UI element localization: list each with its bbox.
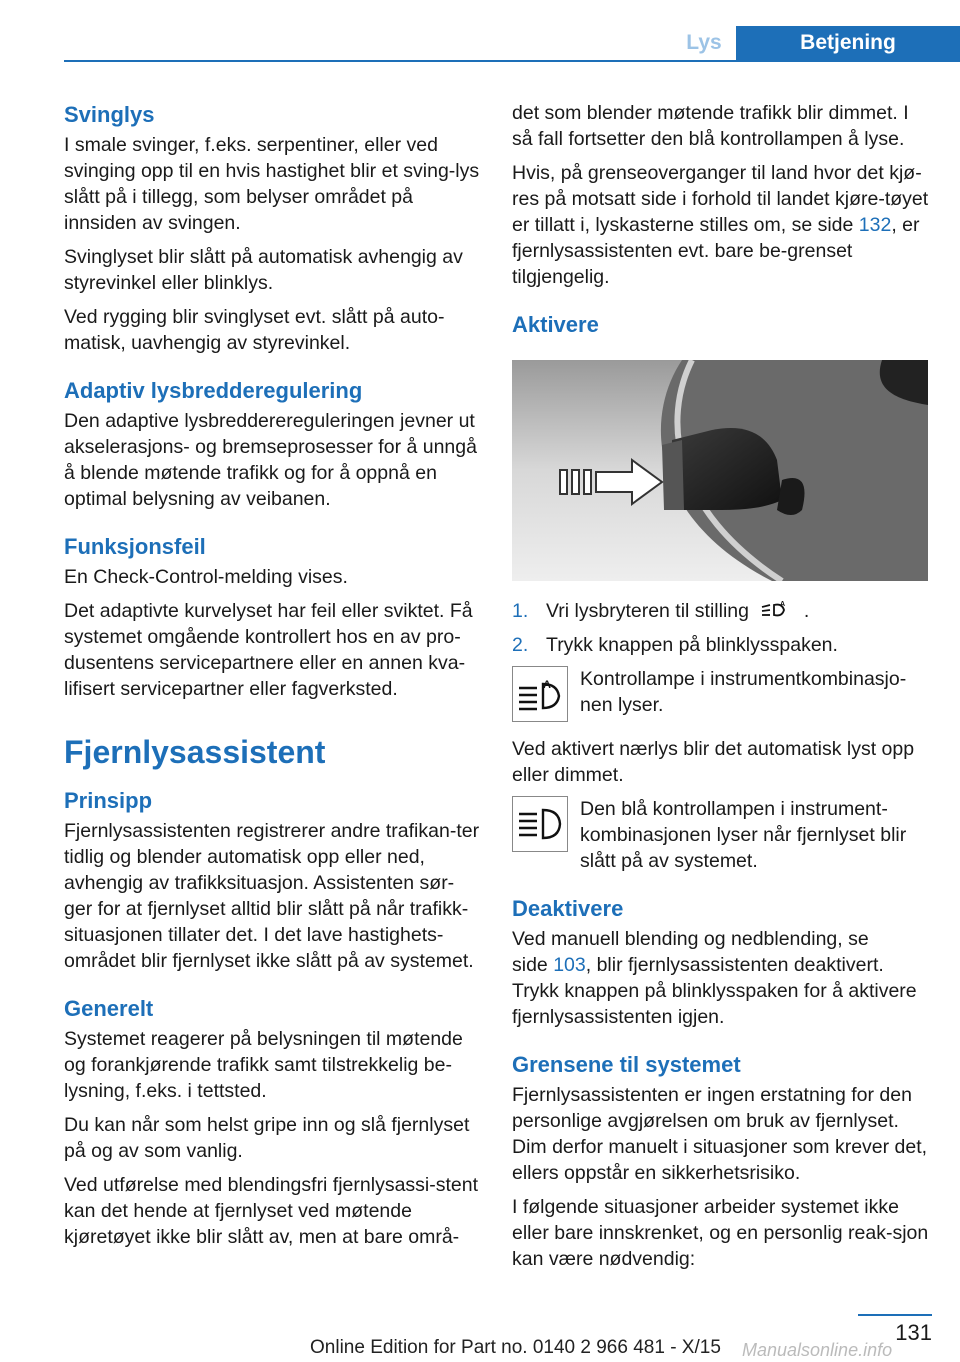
- step-1: 1. Vri lysbryteren til stilling A .: [512, 600, 810, 622]
- generelt-paragraph-3: Ved utførelse med blendingsfri fjernlysassi‐stent kan det hende at fjernlyset ved møtende kjøretøyet ikke blir slått av, men at bare områ‐: [64, 1174, 479, 1248]
- page-number: 131: [858, 1314, 932, 1350]
- generelt-paragraph-2: Du kan når som helst gripe inn og slå fjernlyset på og av som vanlig.: [64, 1114, 470, 1162]
- continued-paragraph-2: Hvis, på grenseoverganger til land hvor det kjø‐res på motsatt side i forhold til landet kjøre‐tøyet er tillatt i, lyskasterne stilles om, se side 132, er fjernlysassistenten evt. bare be‐grenset tilgjengelig.: [512, 162, 929, 288]
- left-column: [64, 100, 482, 1258]
- adaptiv-heading: Adaptiv lysbredderegulering: [64, 378, 363, 403]
- grensene-paragraph-2: I følgende situasjoner arbeider systemet ikke eller bare innskrenket, og en personlig reak‐sjon kan være nødvendig:: [512, 1196, 929, 1270]
- prinsipp-heading: Prinsipp: [64, 788, 153, 813]
- svinglys-heading: Svinglys: [64, 102, 155, 127]
- svinglys-paragraph-3: Ved rygging blir svinglyset evt. slått på auto‐matisk, uavhengig av styrevinkel.: [64, 306, 445, 354]
- deaktivere-paragraph: Ved manuell blending og nedblending, se side 103, blir fjernlysassistenten deaktivert. Trykk knappen på blinklysspaken for å aktivere fjernlysassistenten igjen.: [512, 928, 917, 1028]
- watermark: Manualsonline.info: [742, 1340, 893, 1360]
- funksjonsfeil-heading: Funksjonsfeil: [64, 534, 206, 559]
- indicator-1-text: Kontrollampe i instrumentkombinasjo‐nen lyser.: [580, 668, 907, 716]
- fjernlysassistent-heading: Fjernlysassistent: [64, 734, 326, 770]
- high-beam-indicator-icon: [512, 796, 568, 852]
- page-link-132[interactable]: 132: [858, 214, 892, 236]
- deaktivere-heading: Deaktivere: [512, 896, 624, 921]
- prinsipp-paragraph: Fjernlysassistenten registrerer andre trafikan‐ter tidlig og blender automatisk opp eller ned, avhengig av trafikksituasjon. Assistenten sør‐ger for at fjernlyset alltid blir slått på når trafikk‐situasjonen tillater det. I det lave hastighets‐området blir fjernlyset ikke slått på av systemet.: [64, 820, 480, 972]
- aktivere-heading: Aktivere: [512, 312, 599, 337]
- steps-list: [512, 598, 930, 658]
- svg-text:A: A: [780, 601, 786, 608]
- grensene-paragraph-1: Fjernlysassistenten er ingen erstatning for den personlige avgjørelsen om bruk av fjernlyset. Dim derfor manuelt i situasjoner som krever det, ellers oppstår en sikkerhetsrisiko.: [512, 1084, 928, 1184]
- grensene-heading: Grensene til systemet: [512, 1052, 741, 1077]
- auto-light-switch-icon: [760, 599, 792, 621]
- funksjonsfeil-paragraph-1: En Check-Control-melding vises.: [64, 566, 348, 588]
- indicator-row-1: [512, 666, 930, 722]
- lever-photo: [512, 360, 928, 581]
- tab-lys[interactable]: Lys: [686, 31, 722, 54]
- tab-betjening[interactable]: Betjening: [736, 26, 960, 62]
- step-2: 2. Trykk knappen på blinklysspaken.: [512, 634, 838, 656]
- page-link-103[interactable]: 103: [553, 954, 586, 976]
- indicator-2-text: Den blå kontrollampen i instrument‐kombinasjonen lyser når fjernlyset blir slått på av systemet.: [580, 798, 907, 872]
- continued-paragraph-1: det som blender møtende trafikk blir dimmet. I så fall fortsetter den blå kontrollampen å lyse.: [512, 102, 909, 150]
- naerlys-paragraph: Ved aktivert nærlys blir det automatisk lyst opp eller dimmet.: [512, 738, 915, 786]
- edition-footer: Online Edition for Part no. 0140 2 966 481 - X/15: [310, 1337, 721, 1358]
- high-beam-assist-indicator-icon: [512, 666, 568, 722]
- right-column: [512, 100, 930, 1280]
- svinglys-paragraph-1: I smale svinger, f.eks. serpentiner, eller ved svinging opp til en hvis hastighet blir et sving‐lys slått på i tillegg, som belyser området på innsiden av svingen.: [64, 134, 480, 234]
- svg-text:A: A: [543, 679, 551, 691]
- funksjonsfeil-paragraph-2: Det adaptivte kurvelyset har feil eller sviktet. Få systemet omgående kontrollert hos en av pro‐dusentens servicepartnere eller en annen kva‐lifisert servicepartner eller fagverksted.: [64, 600, 473, 700]
- generelt-heading: Generelt: [64, 996, 154, 1021]
- generelt-paragraph-1: Systemet reagerer på belysningen til møtende og forankjørende trafikk samt tilstrekkelig be‐lysning, f.eks. i tettsted.: [64, 1028, 463, 1102]
- svinglys-paragraph-2: Svinglyset blir slått på automatisk avhengig av styrevinkel eller blinklys.: [64, 246, 463, 294]
- adaptiv-paragraph: Den adaptive lysbredderereguleringen jevner ut akselerasjons- og bremseprosesser for å unngå å blende møtende trafikk og for å oppnå en optimal belysning av veibanen.: [64, 410, 477, 510]
- indicator-row-2: [512, 796, 930, 874]
